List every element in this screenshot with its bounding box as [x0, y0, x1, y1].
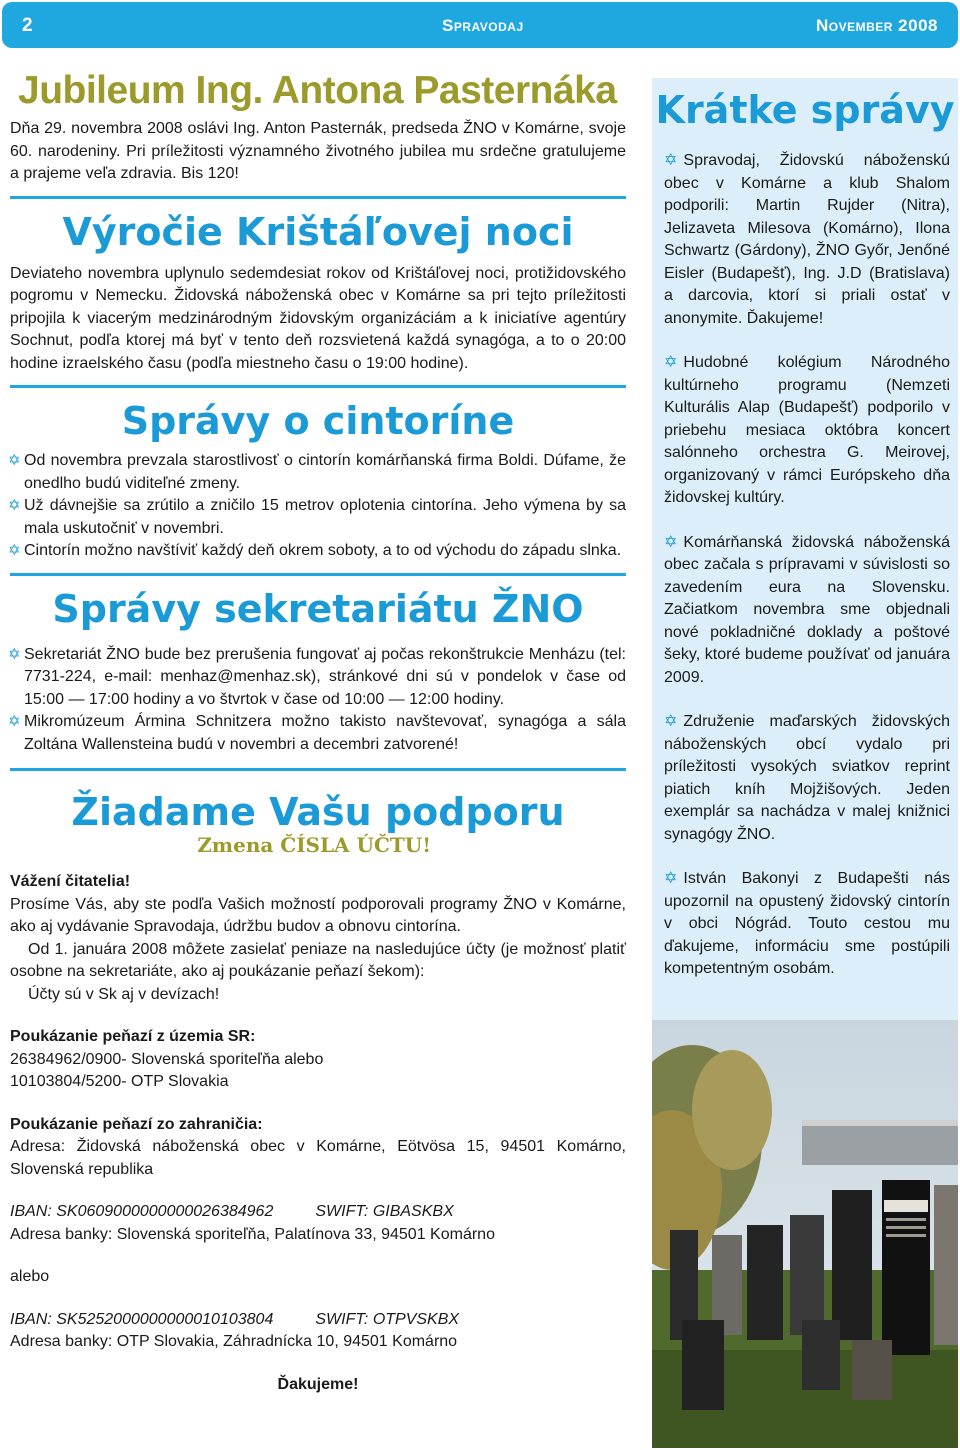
news-item: ✡ Hudobné kolégium Národného kultúrneho programu (Nemzeti Kulturális Alap (Budapešť) podporilo v priebehu mesiaca októbra koncert salónneho orchestra G. Meirovej, organizovaný v rámci Európskeho dňa židovskej kultúry.	[664, 354, 950, 506]
divider	[10, 768, 626, 771]
support-para-3: Účty sú v Sk aj v devízach!	[28, 985, 220, 1003]
jubilee-title: Jubileum Ing. Antona Pasternáka	[18, 69, 617, 112]
list-item: ✡ Cintorín možno navštíviť každý deň okrem soboty, a to od východu do západu slnka.	[10, 540, 626, 563]
anniversary-text: Deviateho novembra uplynulo sedemdesiat rokov od Krištáľovej noci, protižidovského pogromu v Nemecku. Židovská náboženská obec v Komárne sa pri tejto príležitosti pripojila k viacerým medzinárodným židovským organizáciám a k iniciatíve agentúry Sochnut, podľa ktorej má byť v tento deň rozsvietená každá synagóga, a to o 20:00 hodine izraelského času (podľa miestneho času o 19:00 hodine).	[10, 264, 626, 372]
star-of-david-icon: ✡	[8, 497, 21, 514]
foreign-heading: Poukázanie peňazí zo zahraničia:	[10, 1115, 263, 1133]
domestic-account-1: 26384962/0900- Slovenská sporiteľňa alebo	[10, 1050, 324, 1068]
thanks-text: Ďakujeme!	[277, 1375, 359, 1393]
support-subtitle: Zmena ČÍSLA ÚČTU!	[197, 833, 431, 857]
news-item: ✡ Spravodaj, Židovskú náboženskú obec v Komárne a klub Shalom podporili: Martin Rujder (Nitra), Jelizaveta Milesova (Komárno), Ilona Schwartz (Gárdony), ŽNO Győr, Jenőné Eisler (Budapešť), Ing. J.D (Bratislava) a darcovia, ktorí si priali ostať v anonymite. Ďakujeme!	[664, 152, 950, 327]
news-item: ✡ Združenie maďarských židovských náboženských obcí vydalo pri príležitosti vysokých sviatkov reprint piatich kníh Mojžišových. Jeden exemplár sa nachádza v malej knižnici synagógy ŽNO.	[664, 713, 950, 843]
domestic-heading: Poukázanie peňazí z územia SR:	[10, 1028, 256, 1045]
or-text: alebo	[10, 1268, 50, 1285]
jubilee-text: Dňa 29. novembra 2008 oslávi Ing. Anton Pasternák, predseda ŽNO v Komárne, svoje 60. narodeniny. Pri príležitosti významného životného jubilea mu srdečne gratulujeme a prajeme veľa zdravia. Bis 120!	[10, 120, 626, 182]
news-title: Krátke správy	[655, 88, 955, 132]
star-of-david-icon: ✡	[664, 354, 678, 371]
star-of-david-icon: ✡	[664, 152, 678, 169]
iban-line-2: IBAN: SK5252000000000010103804 SWIFT: OTPVSKBX	[10, 1310, 460, 1328]
bank-address-1: Adresa banky: Slovenská sporiteľňa, Palatínova 33, 94501 Komárno	[10, 1225, 495, 1243]
divider	[10, 385, 626, 388]
list-item: ✡ Už dávnejšie sa zrútilo a zničilo 15 metrov oplotenia cintorína. Jeho výmena by sa mala uskutočniť v novembri.	[8, 497, 626, 537]
domestic-account-2: 10103804/5200- OTP Slovakia	[10, 1073, 229, 1090]
cemetery-photo	[652, 1020, 958, 1448]
star-of-david-icon: ✡	[664, 533, 678, 551]
support-title: Žiadame Vašu podporu	[71, 790, 565, 834]
star-of-david-icon: ✡	[8, 713, 21, 730]
page-number: 2	[22, 15, 33, 36]
list-item: ✡ Mikromúzeum Ármina Schnitzera možno takisto navštevovať, synagóga a sála Zoltána Wallensteina budú v novembri a decembri zatvorené!	[8, 713, 626, 753]
page-header	[2, 2, 958, 48]
cemetery-title: Správy o cintoríne	[121, 399, 515, 443]
divider	[10, 573, 626, 576]
newsletter-name: Spravodaj	[442, 16, 524, 35]
star-of-david-icon: ✡	[664, 870, 678, 887]
foreign-address: Adresa: Židovská náboženská obec v Komárne, Eötvösa 15, 94501 Komárno, Slovenská republika	[10, 1138, 626, 1178]
news-item: ✡ Komárňanská židovská náboženská obec začala s prípravami v súvislosti so zavedením eura na Slovensku. Začiatkom novembra sme objednali nové pokladničné doklady a poštové šeky, ktoré budeme používať od januára 2009.	[664, 533, 950, 686]
list-item: ✡ Sekretariát ŽNO bude bez prerušenia fungovať aj počas rekonštrukcie Menházu (tel: 7731-224, e-mail: menhaz@menhaz.sk), stránkové dni sú v pondelok v čase od 15:00 — 17:00 hodiny a vo štvrtok v čase od 10:00 — 12:00 hodiny.	[8, 645, 626, 708]
iban-line-1: IBAN: SK0609000000000026384962 SWIFT: GIBASKBX	[10, 1203, 454, 1220]
bank-address-2: Adresa banky: OTP Slovakia, Záhradnícka 10, 94501 Komárno	[10, 1333, 458, 1350]
divider	[10, 196, 626, 199]
secretariat-title: Správy sekretariátu ŽNO	[52, 586, 584, 631]
main-column	[10, 62, 626, 1396]
star-of-david-icon: ✡	[8, 645, 21, 663]
support-para-1: Prosíme Vás, aby ste podľa Vašich možností podporovali programy ŽNO v Komárne, ako aj vydávanie Spravodaja, údržbu budov a obnovu cintorína.	[10, 895, 626, 935]
star-of-david-icon: ✡	[8, 452, 21, 469]
greeting: Vážení čitatelia!	[10, 873, 131, 890]
support-para-2: Od 1. januára 2008 môžete zasielať peniaze na nasledujúce účty (je možnosť platiť osobne na sekretariáte, ako aj poukázanie peňazí šekom):	[10, 940, 626, 980]
issue-date: November 2008	[816, 16, 938, 35]
star-of-david-icon: ✡	[8, 542, 21, 559]
anniversary-title: Výročie Krištáľovej noci	[62, 209, 574, 254]
star-of-david-icon: ✡	[664, 713, 678, 730]
news-item: ✡ István Bakonyi z Budapešti nás upozornil na opustený židovský cintorín v obci Nógrád. Touto cestou mu ďakujeme, informáciu sme postúpili kompetentným osobám.	[664, 870, 950, 977]
list-item: ✡ Od novembra prevzala starostlivosť o cintorín komárňanská firma Boldi. Dúfame, že onedlho budú viditeľné zmeny.	[8, 452, 626, 492]
